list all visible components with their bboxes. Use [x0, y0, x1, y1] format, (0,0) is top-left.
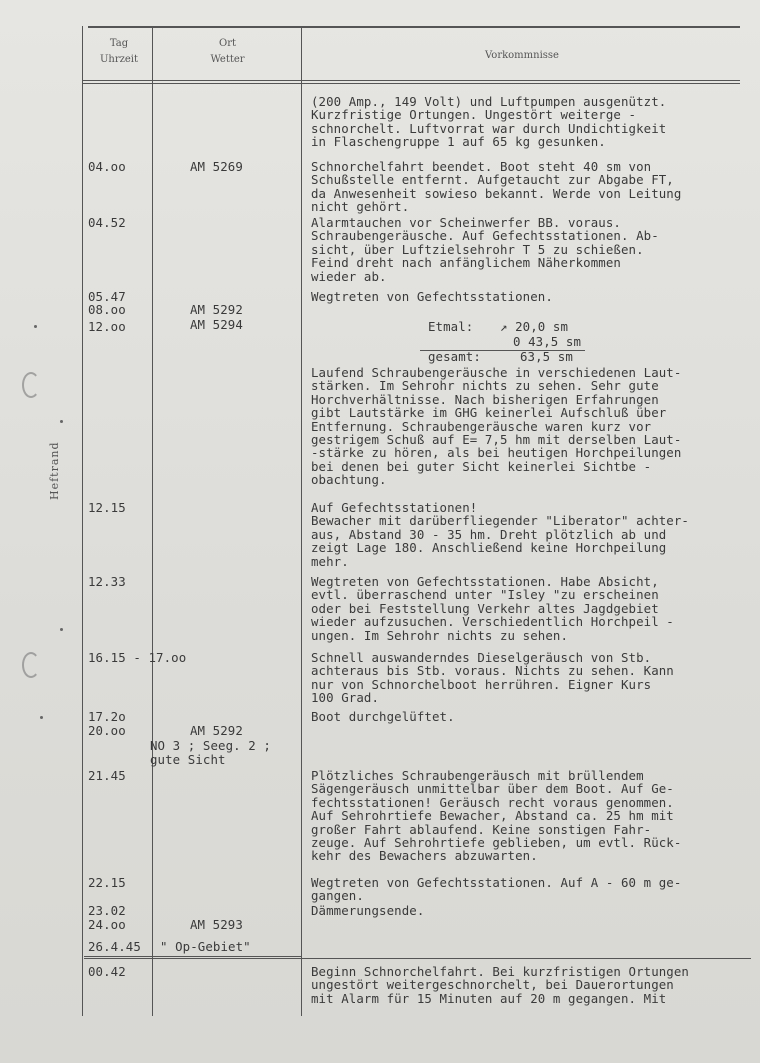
- event-line: Boot durchgelüftet.: [311, 709, 455, 724]
- event-line: 100 Grad.: [311, 690, 380, 706]
- place-entry: gute Sicht: [150, 752, 226, 767]
- event-line: aus, Abstand 30 - 35 hm. Dreht plötzlich ab und: [311, 526, 667, 542]
- event-line: mit Alarm für 15 Minuten auf 20 m gegangen. Mit: [311, 990, 667, 1006]
- event-line: gibt Lautstärke im GHG keinerlei Aufschluß über: [311, 405, 667, 421]
- etmal-total-label: gesamt:: [428, 349, 481, 364]
- time-entry: 24.oo: [88, 917, 126, 932]
- punch-hole-bottom: [22, 652, 40, 678]
- event-line: Beginn Schnorchelfahrt. Bei kurzfristigen Ortungen: [311, 964, 689, 979]
- event-line: evtl. überraschend unter "Isley "zu erscheinen: [311, 587, 659, 603]
- margin-label: Heftrand: [48, 441, 61, 500]
- event-line: großer Fahrt ablaufend. Keine sonstigen Fahr-: [311, 821, 652, 837]
- time-entry: 12.33: [88, 574, 126, 589]
- event-line: Plötzliches Schraubengeräusch mit brüllendem: [311, 768, 644, 783]
- time-entry: 12.15: [88, 500, 126, 515]
- event-line: ungestört weitergeschnorchelt, bei Dauerortungen: [311, 977, 674, 993]
- margin-dot: [40, 716, 43, 719]
- event-line: Horchverhältnisse. Nach bisherigen Erfahrungen: [311, 391, 659, 407]
- event-line: (200 Amp., 149 Volt) und Luftpumpen ausgenützt.: [311, 94, 667, 109]
- margin-dot: [60, 420, 63, 423]
- event-line: ungen. Im Sehrohr nichts zu sehen.: [311, 627, 569, 643]
- place-entry: AM 5294: [190, 317, 243, 332]
- time-entry: 17.2o: [88, 709, 126, 724]
- event-line: mehr.: [311, 553, 349, 569]
- left-border: [82, 26, 83, 1016]
- time-entry: 05.47: [88, 289, 126, 304]
- event-line: Feind dreht nach anfänglichem Näherkommen: [311, 255, 621, 271]
- time-entry: 04.52: [88, 215, 126, 230]
- event-line: kehr des Bewachers abzuwarten.: [311, 848, 538, 864]
- event-line: zeuge. Auf Sehrohrtiefe geblieben, um evtl. Rück-: [311, 835, 682, 850]
- event-line: Sägengeräusch unmittelbar über dem Boot. Auf Ge-: [311, 781, 674, 797]
- event-line: achteraus bis Stb. voraus. Nichts zu sehen. Kann: [311, 663, 674, 679]
- event-line: Wegtreten von Gefechtsstationen.: [311, 289, 553, 304]
- etmal-row-2: 0 43,5 sm: [513, 334, 582, 349]
- header-col-date: [86, 36, 152, 68]
- event-line: stärken. Im Sehrohr nichts zu sehen. Sehr gute: [311, 378, 659, 394]
- etmal-label: Etmal:: [428, 319, 474, 334]
- header-bottom-rule: [82, 80, 740, 81]
- event-line: Alarmtauchen vor Scheinwerfer BB. voraus.: [311, 215, 621, 230]
- event-line: oder bei Feststellung Verkehr altes Jagdgebiet: [311, 600, 659, 616]
- event-line: nicht gehört.: [311, 199, 410, 215]
- event-line: Schußstelle entfernt. Aufgetaucht zur Abgabe FT,: [311, 172, 674, 188]
- margin-dot: [34, 325, 37, 328]
- place-entry: AM 5269: [190, 159, 243, 174]
- event-line: obachtung.: [311, 472, 387, 488]
- margin-dot: [60, 628, 63, 631]
- header-bottom-rule-2: [82, 83, 740, 84]
- event-line: gangen.: [311, 888, 364, 904]
- event-line: Schraubengeräusche. Auf Gefechtsstationen. Ab-: [311, 228, 659, 244]
- time-entry: 00.42: [88, 964, 126, 979]
- time-entry: 04.oo: [88, 159, 126, 174]
- place-entry: AM 5292: [190, 302, 243, 317]
- event-line: Schnorchelfahrt beendet. Boot steht 40 sm von: [311, 159, 652, 174]
- time-entry: 12.oo: [88, 319, 126, 334]
- time-entry: 20.oo: [88, 723, 126, 738]
- event-line: Laufend Schraubengeräusche in verschiedenen Laut-: [311, 365, 682, 380]
- event-line: nur von Schnorchelboot herrühren. Eigner Kurs: [311, 676, 652, 692]
- header-col-events: Vorkommnisse: [485, 50, 559, 61]
- time-entry: 26.4.45: [88, 939, 141, 954]
- event-line: Schnell auswanderndes Dieselgeräusch von Stb.: [311, 650, 652, 665]
- header-weather-label: Wetter: [210, 54, 245, 65]
- time-entry: 22.15: [88, 875, 126, 890]
- etmal-row-1: ↗ 20,0 sm: [500, 319, 569, 334]
- place-entry: " Op-Gebiet": [160, 939, 251, 954]
- event-line: -stärke zu hören, als bei heutigen Horchpeilungen: [311, 445, 682, 461]
- header-top-rule: [88, 26, 740, 28]
- etmal-total: 63,5 sm: [520, 349, 573, 364]
- event-line: bei denen bei guter Sicht keinerlei Sichtbe -: [311, 458, 652, 474]
- event-line: schnorchelt. Luftvorrat war durch Undichtigkeit: [311, 120, 667, 136]
- event-line: Entfernung. Schraubengeräusche waren kurz vor: [311, 418, 652, 434]
- date-separator-rule: [84, 956, 302, 957]
- time-entry: 08.oo: [88, 302, 126, 317]
- event-line: in Flaschengruppe 1 auf 65 kg gesunken.: [311, 134, 606, 150]
- col-divider-2: [301, 26, 302, 1016]
- time-entry: 16.15 - 17.oo: [88, 650, 187, 665]
- event-line: gestrigem Schuß auf E= 7,5 hm mit derselben Laut-: [311, 432, 682, 447]
- event-line: sicht, über Luftzielsehrohr T 5 zu schießen.: [311, 241, 644, 257]
- event-line: Dämmerungsende.: [311, 903, 425, 918]
- place-entry: NO 3 ; Seeg. 2 ;: [150, 738, 271, 753]
- event-line: wieder ab.: [311, 268, 387, 284]
- punch-hole-top: [22, 372, 40, 398]
- event-line: Auf Sehrohrtiefe Bewacher, Abstand ca. 25 hm mit: [311, 808, 674, 824]
- time-entry: 23.02: [88, 903, 126, 918]
- time-entry: 21.45: [88, 768, 126, 783]
- event-line: Bewacher mit darüberfliegender "Liberator" achter-: [311, 513, 689, 529]
- event-line: wieder aufzusuchen. Verschiedentlich Horchpeil -: [311, 614, 674, 630]
- event-line: fechtsstationen! Geräusch recht voraus genommen.: [311, 794, 674, 810]
- event-line: Kurzfristige Ortungen. Ungestört weiterge -: [311, 107, 637, 123]
- place-entry: AM 5293: [190, 917, 243, 932]
- day-separator-rule-right: [301, 958, 751, 959]
- day-separator-rule: [84, 958, 302, 959]
- header-date-label: Tag: [109, 38, 129, 49]
- event-line: zeigt Lage 180. Anschließend keine Horchpeilung: [311, 540, 667, 556]
- col-divider-1: [152, 26, 153, 1016]
- header-col-place: [154, 36, 301, 68]
- event-line: Wegtreten von Gefechtsstationen. Auf A - 60 m ge-: [311, 875, 682, 890]
- event-line: Wegtreten von Gefechtsstationen. Habe Absicht,: [311, 574, 659, 589]
- place-entry: AM 5292: [190, 723, 243, 738]
- header-time-label: Uhrzeit: [99, 54, 139, 65]
- event-line: Auf Gefechtsstationen!: [311, 500, 478, 515]
- event-line: da Anwesenheit sowieso bekannt. Werde von Leitung: [311, 185, 682, 201]
- header-place-label: Ort: [219, 38, 236, 49]
